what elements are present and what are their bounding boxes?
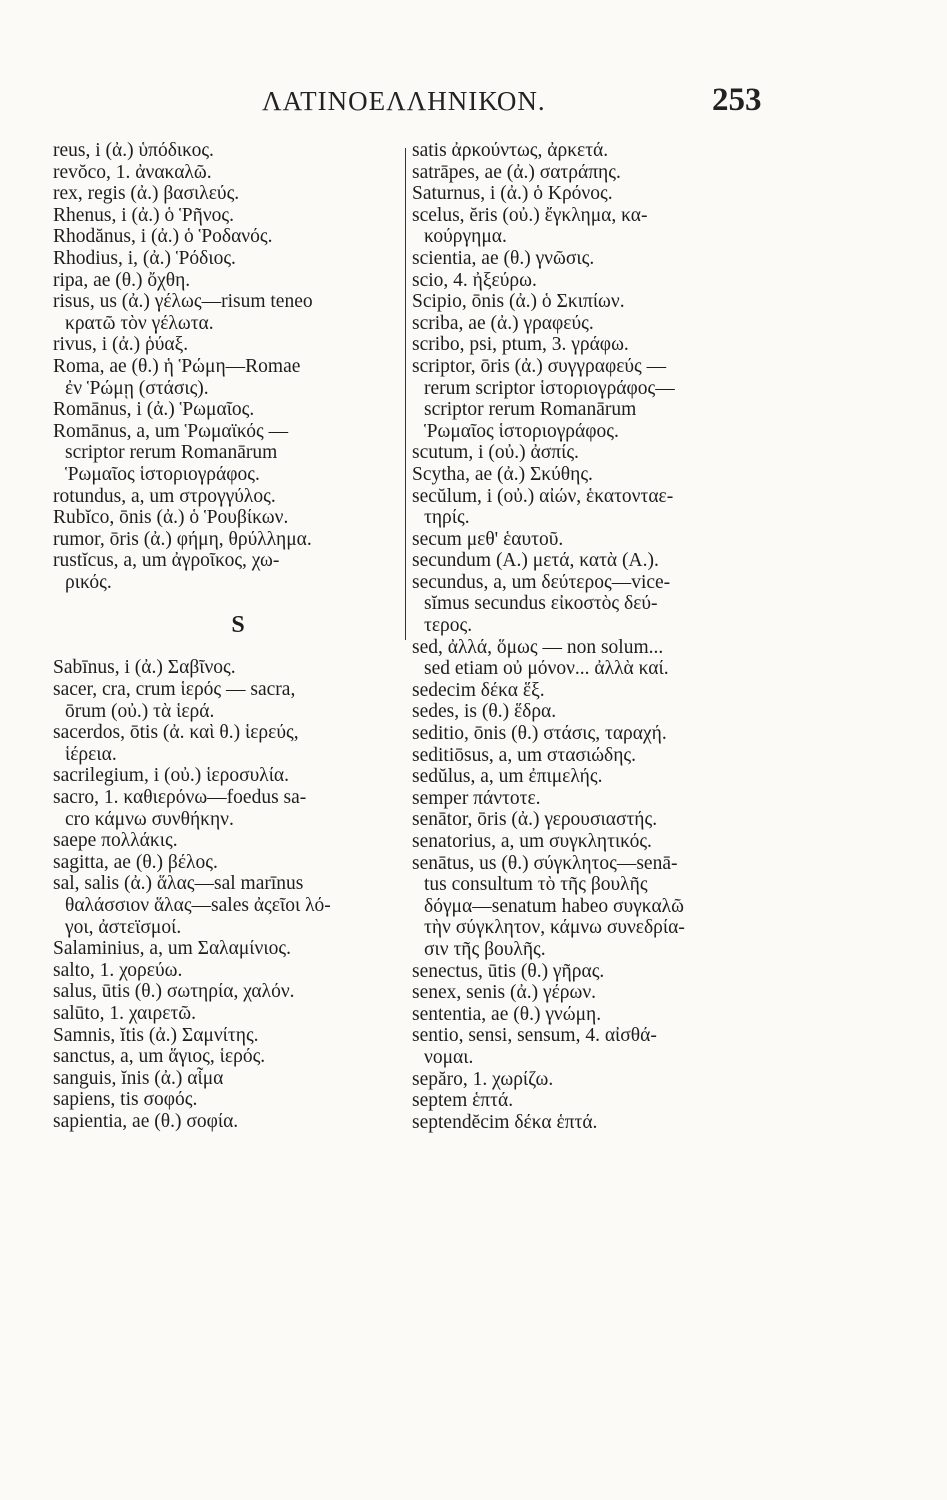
- dictionary-entry-line: sedecim δέκα ἕξ.: [412, 679, 545, 701]
- entry-continuation-line: ἱέρεια.: [65, 743, 117, 765]
- dictionary-entry-line: Sabīnus, i (ἀ.) Σαβῖνος.: [53, 657, 236, 679]
- entry-continuation-line: κούργημα.: [424, 226, 507, 248]
- dictionary-entry-line: senātus, us (θ.) σύγκλητος—senā-: [412, 852, 678, 874]
- entry-continuation-line: δόγμα—senatum habeo συγκαλῶ: [424, 895, 684, 917]
- entry-continuation-line: σιν τῆς βουλῆς.: [424, 938, 546, 960]
- page-header: [0, 82, 947, 126]
- entry-continuation-line: γοι, ἀστεϊσμοί.: [65, 916, 182, 938]
- dictionary-entry-line: senatorius, a, um συγκλητικός.: [412, 831, 652, 852]
- dictionary-entry-line: scio, 4. ἠξεύρω.: [412, 269, 537, 291]
- dictionary-entry-line: sepăro, 1. χωρίζω.: [412, 1068, 554, 1090]
- dictionary-entry-line: secundum (A.) μετά, κατὰ (A.).: [412, 550, 659, 572]
- dictionary-entry-line: sententia, ae (θ.) γνώμη.: [412, 1003, 602, 1025]
- entry-continuation-line: Ῥωμαῖος ἱστοριογράφος.: [424, 420, 619, 442]
- dictionary-entry-line: seditio, ōnis (θ.) στάσις, ταραχή.: [412, 723, 667, 745]
- dictionary-entry-line: rivus, i (ἀ.) ῥύαξ.: [53, 334, 189, 356]
- dictionary-entry-line: sacer, cra, crum ἱερός — sacra,: [53, 679, 296, 701]
- dictionary-entry-line: Rhenus, i (ἀ.) ὁ Ῥῆνος.: [53, 204, 235, 226]
- dictionary-entry-line: sapientia, ae (θ.) σοφία.: [53, 1110, 239, 1132]
- dictionary-entry-line: Rubĭco, ōnis (ἀ.) ὁ Ῥουβίκων.: [53, 507, 289, 529]
- page-number: 253: [712, 82, 762, 118]
- entry-continuation-line: ἐν Ῥώμῃ (στάσις).: [65, 377, 209, 399]
- dictionary-entry-line: revŏco, 1. ἀνακαλῶ.: [53, 161, 212, 183]
- dictionary-entry-line: sacerdos, ōtis (ἀ. καὶ θ.) ἱερεύς,: [53, 722, 299, 744]
- right-column: [412, 140, 784, 1133]
- left-entries-r: [53, 140, 405, 593]
- entry-continuation-line: cro κάμνω συνθήκην.: [65, 808, 234, 830]
- dictionary-entry-line: Rhodius, i, (ἀ.) Ῥόδιος.: [53, 247, 236, 269]
- dictionary-entry-line: reus, i (ἀ.) ὑπόδικος.: [53, 140, 214, 161]
- entry-continuation-line: sĭmus secundus εἰκοστὸς δεύ-: [424, 593, 658, 615]
- dictionary-entry-line: sapiens, tis σοφός.: [53, 1089, 198, 1111]
- left-column: [53, 140, 405, 1133]
- dictionary-entry-line: semper πάντοτε.: [412, 787, 541, 809]
- entry-continuation-line: θαλάσσιον ἅλας—sales ἀςεῖοι λό-: [65, 895, 331, 916]
- dictionary-entry-line: Saturnus, i (ἀ.) ὁ Κρόνος.: [412, 183, 613, 205]
- entry-continuation-line: rerum scriptor ἱστοριογράφος—: [424, 377, 675, 399]
- running-head-title: ΛΑΤΙΝΟΕΛΛΗΝΙΚΟΝ.: [262, 86, 546, 116]
- dictionary-entry-line: senectus, ūtis (θ.) γῆρας.: [412, 960, 605, 982]
- dictionary-entry-line: scientia, ae (θ.) γνῶσις.: [412, 247, 595, 269]
- dictionary-entry-line: septendĕcim δέκα ἑπτά.: [412, 1111, 598, 1133]
- dictionary-entry-line: satis ἀρκούντως, ἀρκετά.: [412, 140, 609, 161]
- dictionary-entry-line: rotundus, a, um στρογγύλος.: [53, 485, 276, 507]
- dictionary-entry-line: scriba, ae (ἀ.) γραφεύς.: [412, 312, 594, 334]
- dictionary-entry-line: sentio, sensi, sensum, 4. αἰσθά-: [412, 1025, 657, 1047]
- dictionary-entry-line: Salaminius, a, um Σαλαμίνιος.: [53, 938, 291, 960]
- left-entries-s: [53, 657, 405, 1132]
- entry-continuation-line: tus consultum τὸ τῆς βουλῆς: [424, 874, 648, 896]
- dictionary-entry-line: secum μεθ' ἑαυτοῦ.: [412, 528, 564, 550]
- dictionary-entry-line: sanguis, ĭnis (ἀ.) αἷμα: [53, 1067, 224, 1089]
- entry-continuation-line: τερος.: [424, 615, 473, 637]
- dictionary-entry-line: Scytha, ae (ἀ.) Σκύθης.: [412, 463, 593, 485]
- entry-continuation-line: τὴν σύγκλητον, κάμνω συνεδρία-: [424, 917, 685, 939]
- entry-continuation-line: Ῥωμαῖος ἱστοριογράφος.: [65, 463, 260, 485]
- dictionary-entry-line: sacro, 1. καθιερόνω—foedus sa-: [53, 787, 307, 809]
- dictionary-entry-line: rustĭcus, a, um ἀγροῖκος, χω-: [53, 550, 280, 572]
- entry-continuation-line: κρατῶ τὸν γέλωτα.: [65, 312, 214, 334]
- dictionary-entry-line: sanctus, a, um ἅγιος, ἱερός.: [53, 1046, 266, 1068]
- entry-continuation-line: scriptor rerum Romanārum: [65, 442, 278, 464]
- dictionary-entry-line: senātor, ōris (ἀ.) γερουσιαστής.: [412, 809, 658, 831]
- column-divider: [405, 148, 406, 640]
- dictionary-entry-line: septem ἑπτά.: [412, 1090, 514, 1112]
- dictionary-entry-line: sedes, is (θ.) ἕδρα.: [412, 701, 557, 723]
- dictionary-entry-line: salto, 1. χορεύω.: [53, 959, 183, 981]
- dictionary-entry-line: Romānus, a, um Ῥωμαϊκός —: [53, 420, 289, 442]
- dictionary-entry-line: salūto, 1. χαιρετῶ.: [53, 1002, 196, 1024]
- dictionary-entry-line: risus, us (ἀ.) γέλως—risum teneo: [53, 291, 313, 313]
- dictionary-entry-line: rumor, ōris (ἀ.) φήμη, θρύλλημα.: [53, 528, 312, 550]
- dictionary-entry-line: secŭlum, i (οὐ.) αἰών, ἑκατονταε-: [412, 485, 674, 507]
- entry-continuation-line: τηρίς.: [424, 507, 470, 529]
- dictionary-entry-line: scriptor, ōris (ἀ.) συγγραφεύς —: [412, 355, 667, 377]
- dictionary-entry-line: satrāpes, ae (ἀ.) σατράπης.: [412, 161, 621, 183]
- dictionary-entry-line: sal, salis (ἀ.) ἅλας—sal marīnus: [53, 873, 304, 895]
- dictionary-entry-line: secundus, a, um δεύτερος—vice-: [412, 571, 671, 593]
- right-entries: [412, 140, 784, 1133]
- dictionary-entry-line: Roma, ae (θ.) ἡ Ῥώμη—Romae: [53, 355, 301, 377]
- entry-continuation-line: ρικός.: [65, 571, 112, 593]
- dictionary-entry-line: Romānus, i (ἀ.) Ῥωμαῖος.: [53, 399, 255, 421]
- dictionary-entry-line: sagitta, ae (θ.) βέλος.: [53, 851, 218, 873]
- dictionary-entry-line: sedŭlus, a, um ἐπιμελής.: [412, 766, 603, 788]
- entry-continuation-line: sed etiam οὐ μόνον... ἀλλὰ καί.: [424, 658, 669, 680]
- dictionary-entry-line: senex, senis (ἀ.) γέρων.: [412, 982, 597, 1004]
- dictionary-entry-line: sacrilegium, i (οὐ.) ἱεροσυλία.: [53, 765, 290, 787]
- dictionary-entry-line: Rhodănus, i (ἀ.) ὁ Ῥοδανός.: [53, 226, 273, 248]
- dictionary-entry-line: sed, ἀλλά, ὅμως — non solum...: [412, 636, 664, 658]
- dictionary-entry-line: rex, regis (ἀ.) βασιλεύς.: [53, 183, 240, 205]
- dictionary-entry-line: scelus, ĕris (οὐ.) ἔγκλημα, κα-: [412, 204, 648, 226]
- dictionary-entry-line: ripa, ae (θ.) ὄχθη.: [53, 269, 191, 291]
- entry-continuation-line: scriptor rerum Romanārum: [424, 399, 637, 421]
- dictionary-entry-line: scribo, psi, ptum, 3. γράφω.: [412, 334, 629, 356]
- dictionary-entry-line: scutum, i (οὐ.) ἀσπίς.: [412, 442, 579, 464]
- entry-continuation-line: ōrum (οὐ.) τὰ ἱερά.: [65, 700, 215, 722]
- section-letter-heading: S: [231, 612, 245, 639]
- dictionary-entry-line: saepe πολλάκις.: [53, 830, 178, 852]
- dictionary-entry-line: Scipio, ōnis (ἀ.) ὁ Σκιπίων.: [412, 291, 625, 313]
- dictionary-entry-line: salus, ūtis (θ.) σωτηρία, χαλόν.: [53, 981, 295, 1003]
- dictionary-entry-line: seditiōsus, a, um στασιώδης.: [412, 744, 637, 766]
- dictionary-entry-line: Samnis, ĭtis (ἀ.) Σαμνίτης.: [53, 1024, 259, 1046]
- entry-continuation-line: νομαι.: [424, 1046, 474, 1068]
